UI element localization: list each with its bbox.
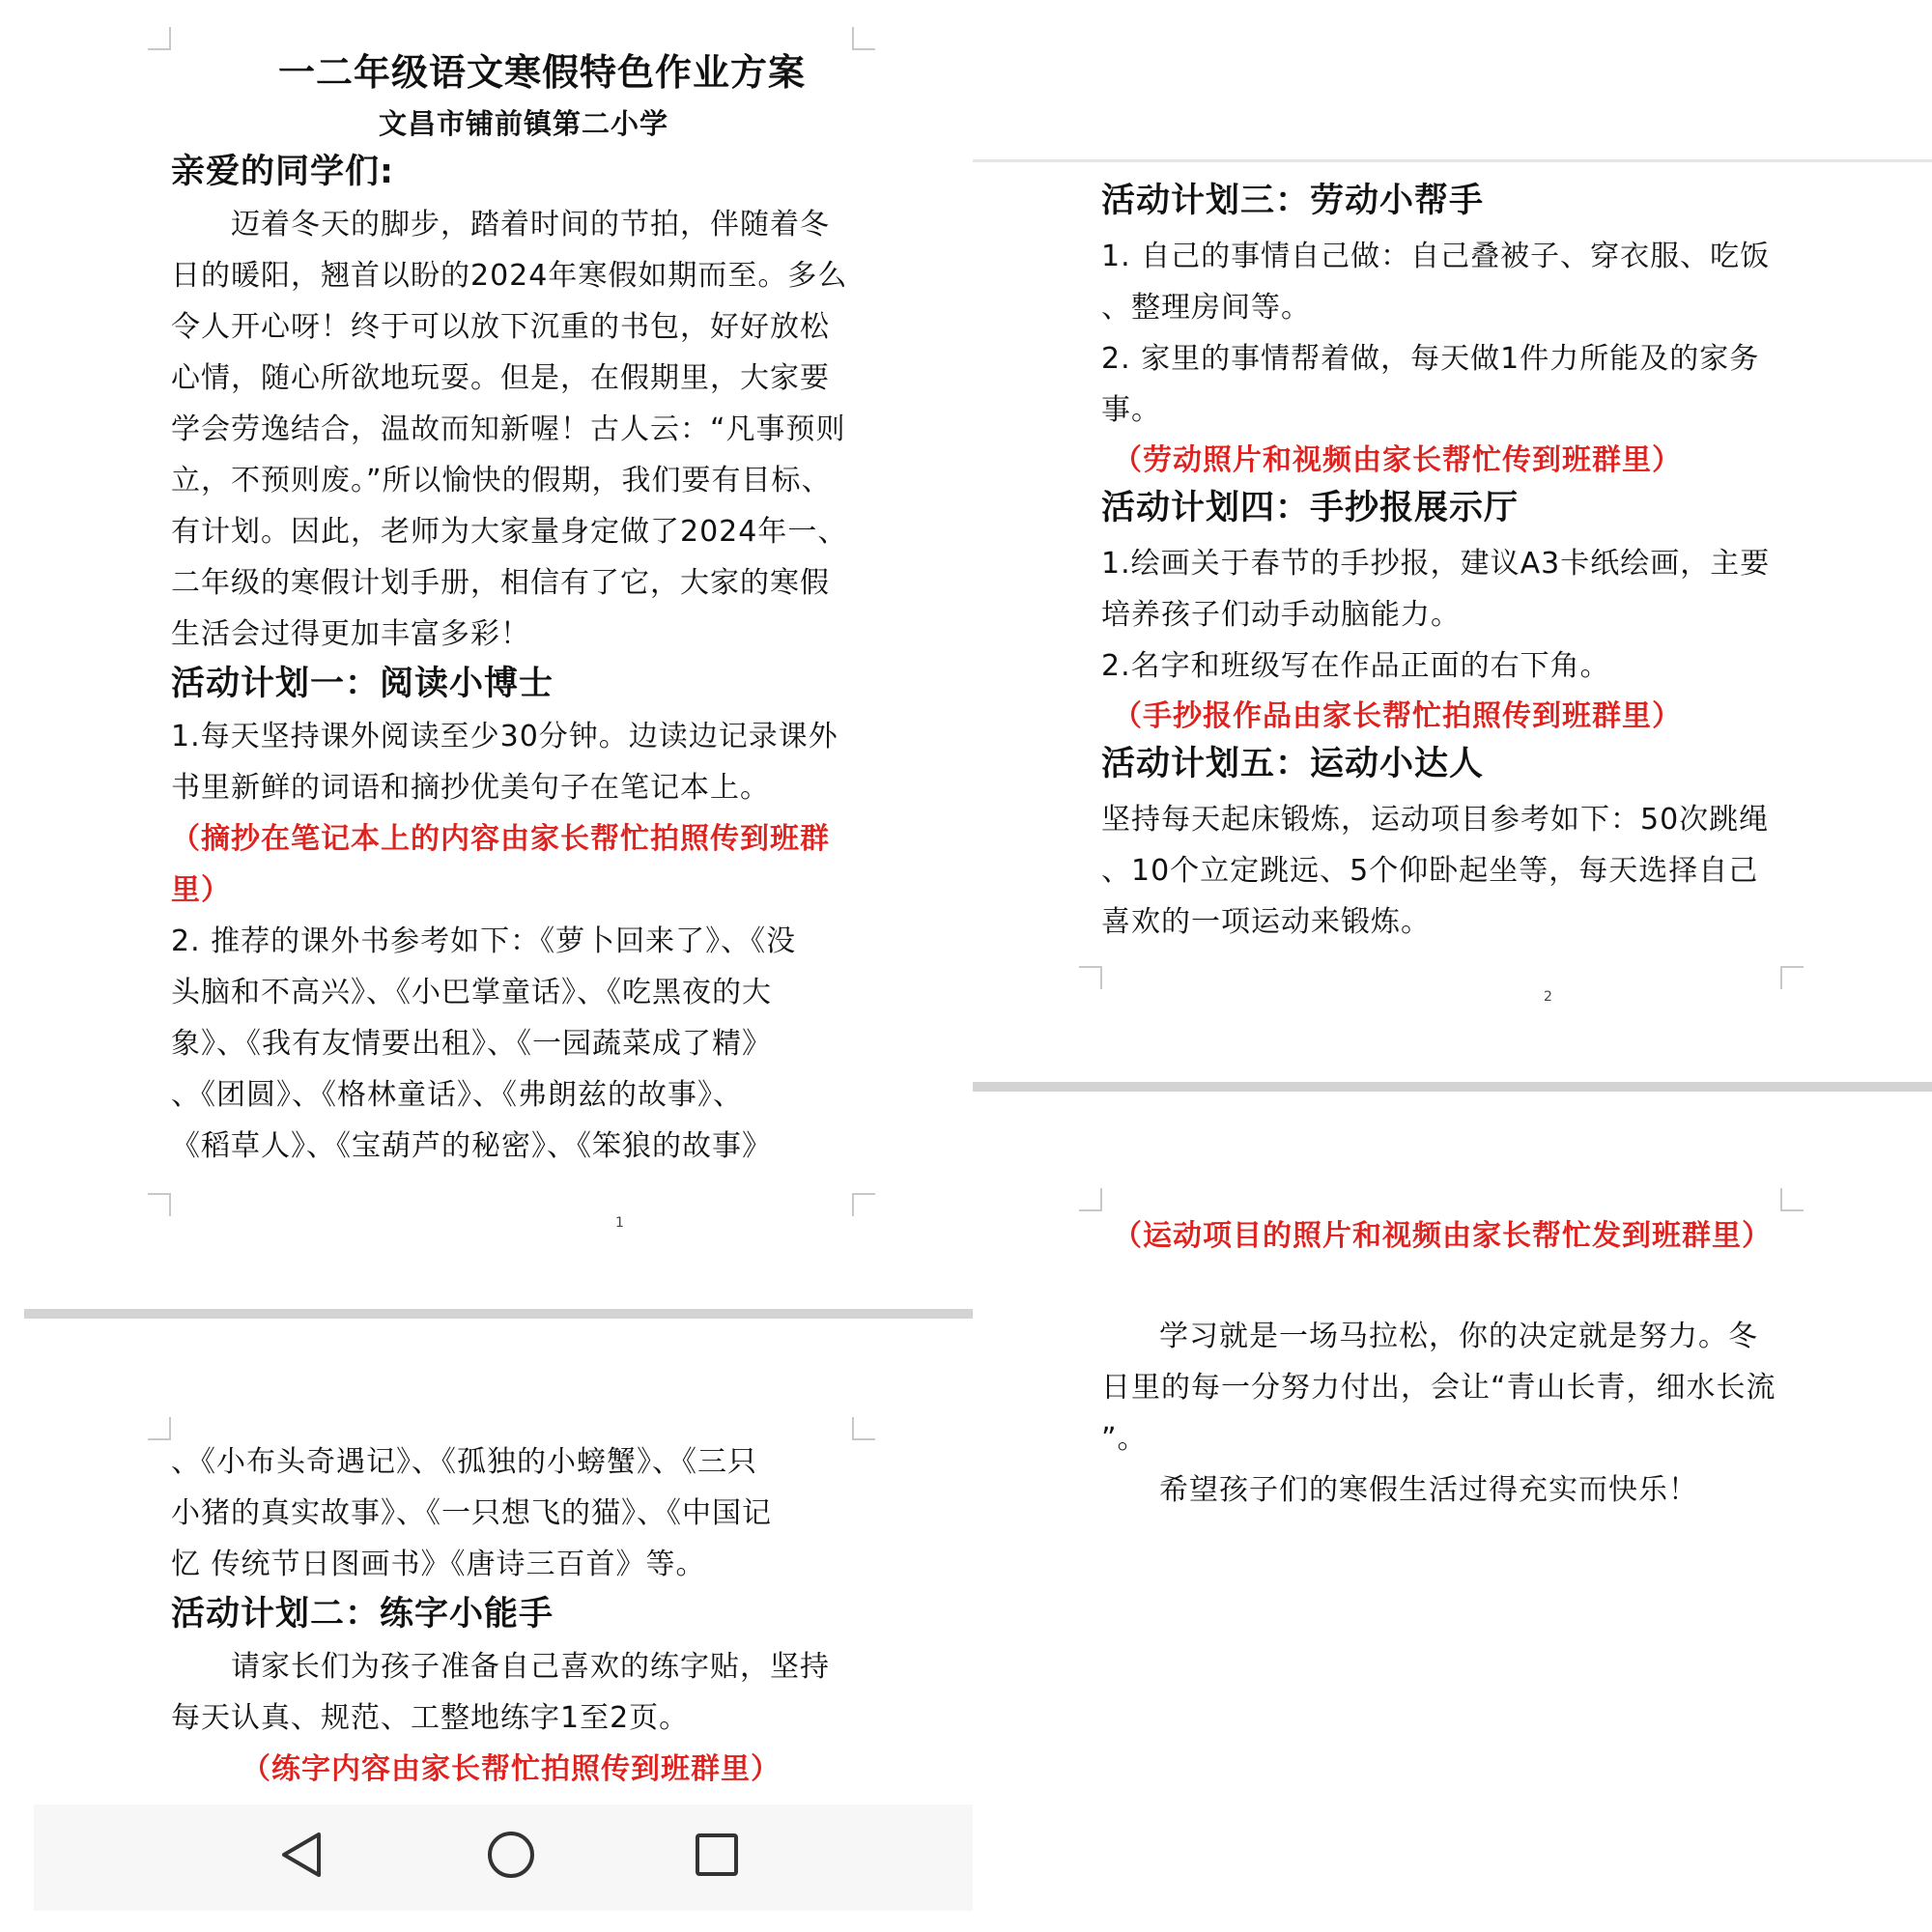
page-corner-mark (148, 27, 171, 50)
page-corner-mark (1780, 1188, 1804, 1211)
page-separator (24, 1309, 973, 1319)
page-corner-mark (148, 1417, 171, 1440)
recents-square-icon (694, 1832, 740, 1878)
plan-4-heading: 活动计划四：手抄报展示厅 (1101, 489, 1520, 527)
plan-2-body: 每天认真、规范、工整地练字1至2页。 (171, 1701, 690, 1735)
plan-5-item: 、10个立定跳远、5个仰卧起坐等，每天选择自己 (1101, 854, 1759, 888)
school-name: 文昌市铺前镇第二小学 (379, 107, 669, 140)
document-title: 一二年级语文寒假特色作业方案 (278, 51, 807, 94)
page-corner-mark (1780, 966, 1804, 989)
book-list-line: 头脑和不高兴》、《小巴掌童话》、《吃黑夜的大 (171, 976, 772, 1009)
book-list-line: 小猪的真实故事》、《一只想飞的猫》、《中国记 (171, 1496, 772, 1530)
book-list-line: 、《小布头奇遇记》、《孤独的小螃蟹》、《三只 (171, 1445, 757, 1479)
plan-2-heading: 活动计划二：练字小能手 (171, 1595, 554, 1634)
intro-line: 心情，随心所欲地玩耍。但是，在假期里，大家要 (171, 361, 830, 395)
plan-2-note: （练字内容由家长帮忙拍照传到班群里） (242, 1752, 781, 1786)
plan-4-note: （手抄报作品由家长帮忙拍照传到班群里） (1113, 699, 1682, 733)
back-button[interactable] (269, 1821, 336, 1889)
closing-wish: 希望孩子们的寒假生活过得充实而快乐！ (1159, 1473, 1698, 1507)
intro-line: 有计划。因此，老师为大家量身定做了2024年一、 (171, 515, 848, 549)
plan-5-item: 坚持每天起床锻炼，运动项目参考如下：50次跳绳 (1101, 803, 1770, 837)
greeting: 亲爱的同学们: (171, 153, 394, 191)
home-circle-icon (486, 1830, 536, 1880)
plan-1-note: （摘抄在笔记本上的内容由家长帮忙拍照传到班群 (171, 822, 830, 856)
book-list-line: 忆 传统节日图画书》《唐诗三百首》等。 (171, 1548, 706, 1581)
plan-2-body: 请家长们为孩子准备自己喜欢的练字贴，坚持 (231, 1650, 830, 1684)
intro-line: 日的暖阳，翘首以盼的2024年寒假如期而至。多么 (171, 259, 848, 293)
page-number: 2 (1544, 989, 1552, 1005)
plan-1-item: 1.每天坚持课外阅读至少30分钟。边读边记录课外 (171, 720, 838, 753)
closing-line: 日里的每一分努力付出，会让“青山长青，细水长流 (1101, 1371, 1776, 1405)
page-separator (973, 1082, 1932, 1092)
home-button[interactable] (477, 1821, 545, 1889)
closing-line: ”。 (1101, 1422, 1148, 1456)
book-list-line: 2. 推荐的课外书参考如下：《萝卜回来了》、《没 (171, 924, 797, 958)
plan-1-heading: 活动计划一：阅读小博士 (171, 665, 554, 703)
plan-3-item: 、整理房间等。 (1101, 291, 1311, 325)
intro-line: 二年级的寒假计划手册，相信有了它，大家的寒假 (171, 566, 830, 600)
book-list-line: 、《团圆》、《格林童话》、《弗朗兹的故事》、 (171, 1078, 743, 1112)
page-corner-mark (1079, 1188, 1102, 1211)
intro-line: 立，不预则废。”所以愉快的假期，我们要有目标、 (171, 464, 832, 497)
recents-button[interactable] (683, 1821, 751, 1889)
page-top-shadow (973, 159, 1932, 162)
book-list-line: 象》、《我有友情要出租》、《一园蔬菜成了精》 (171, 1027, 772, 1061)
plan-3-item: 1. 自己的事情自己做：自己叠被子、穿衣服、吃饭 (1101, 240, 1771, 273)
plan-4-item: 2.名字和班级写在作品正面的右下角。 (1101, 649, 1610, 683)
plan-4-item: 1.绘画关于春节的手抄报，建议A3卡纸绘画，主要 (1101, 547, 1771, 581)
plan-5-item: 喜欢的一项运动来锻炼。 (1101, 905, 1431, 939)
intro-line: 令人开心呀！终于可以放下沉重的书包，好好放松 (171, 310, 830, 344)
intro-line: 迈着冬天的脚步，踏着时间的节拍，伴随着冬 (231, 208, 830, 242)
plan-3-note: （劳动照片和视频由家长帮忙传到班群里） (1113, 443, 1682, 477)
plan-3-item: 2. 家里的事情帮着做，每天做1件力所能及的家务 (1101, 342, 1760, 376)
book-list-line: 《稻草人》、《宝葫芦的秘密》、《笨狼的故事》 (171, 1129, 772, 1163)
page-corner-mark (1079, 966, 1102, 989)
back-triangle-icon (278, 1831, 327, 1879)
page-corner-mark (852, 1193, 875, 1216)
intro-line: 生活会过得更加丰富多彩！ (171, 617, 530, 651)
plan-4-item: 培养孩子们动手动脑能力。 (1101, 598, 1461, 632)
page-corner-mark (852, 27, 875, 50)
page-number: 1 (615, 1215, 624, 1231)
plan-1-item: 书里新鲜的词语和摘抄优美句子在笔记本上。 (171, 771, 770, 805)
closing-line: 学习就是一场马拉松，你的决定就是努力。冬 (1159, 1320, 1758, 1353)
sports-note: （运动项目的照片和视频由家长帮忙发到班群里） (1113, 1219, 1772, 1253)
plan-5-heading: 活动计划五：运动小达人 (1101, 745, 1485, 783)
page-corner-mark (148, 1193, 171, 1216)
plan-3-item: 事。 (1101, 393, 1161, 427)
plan-3-heading: 活动计划三：劳动小帮手 (1101, 182, 1485, 220)
page-corner-mark (852, 1417, 875, 1440)
plan-1-note: 里） (171, 873, 231, 907)
intro-line: 学会劳逸结合，温故而知新喔！古人云：“凡事预则 (171, 412, 846, 446)
